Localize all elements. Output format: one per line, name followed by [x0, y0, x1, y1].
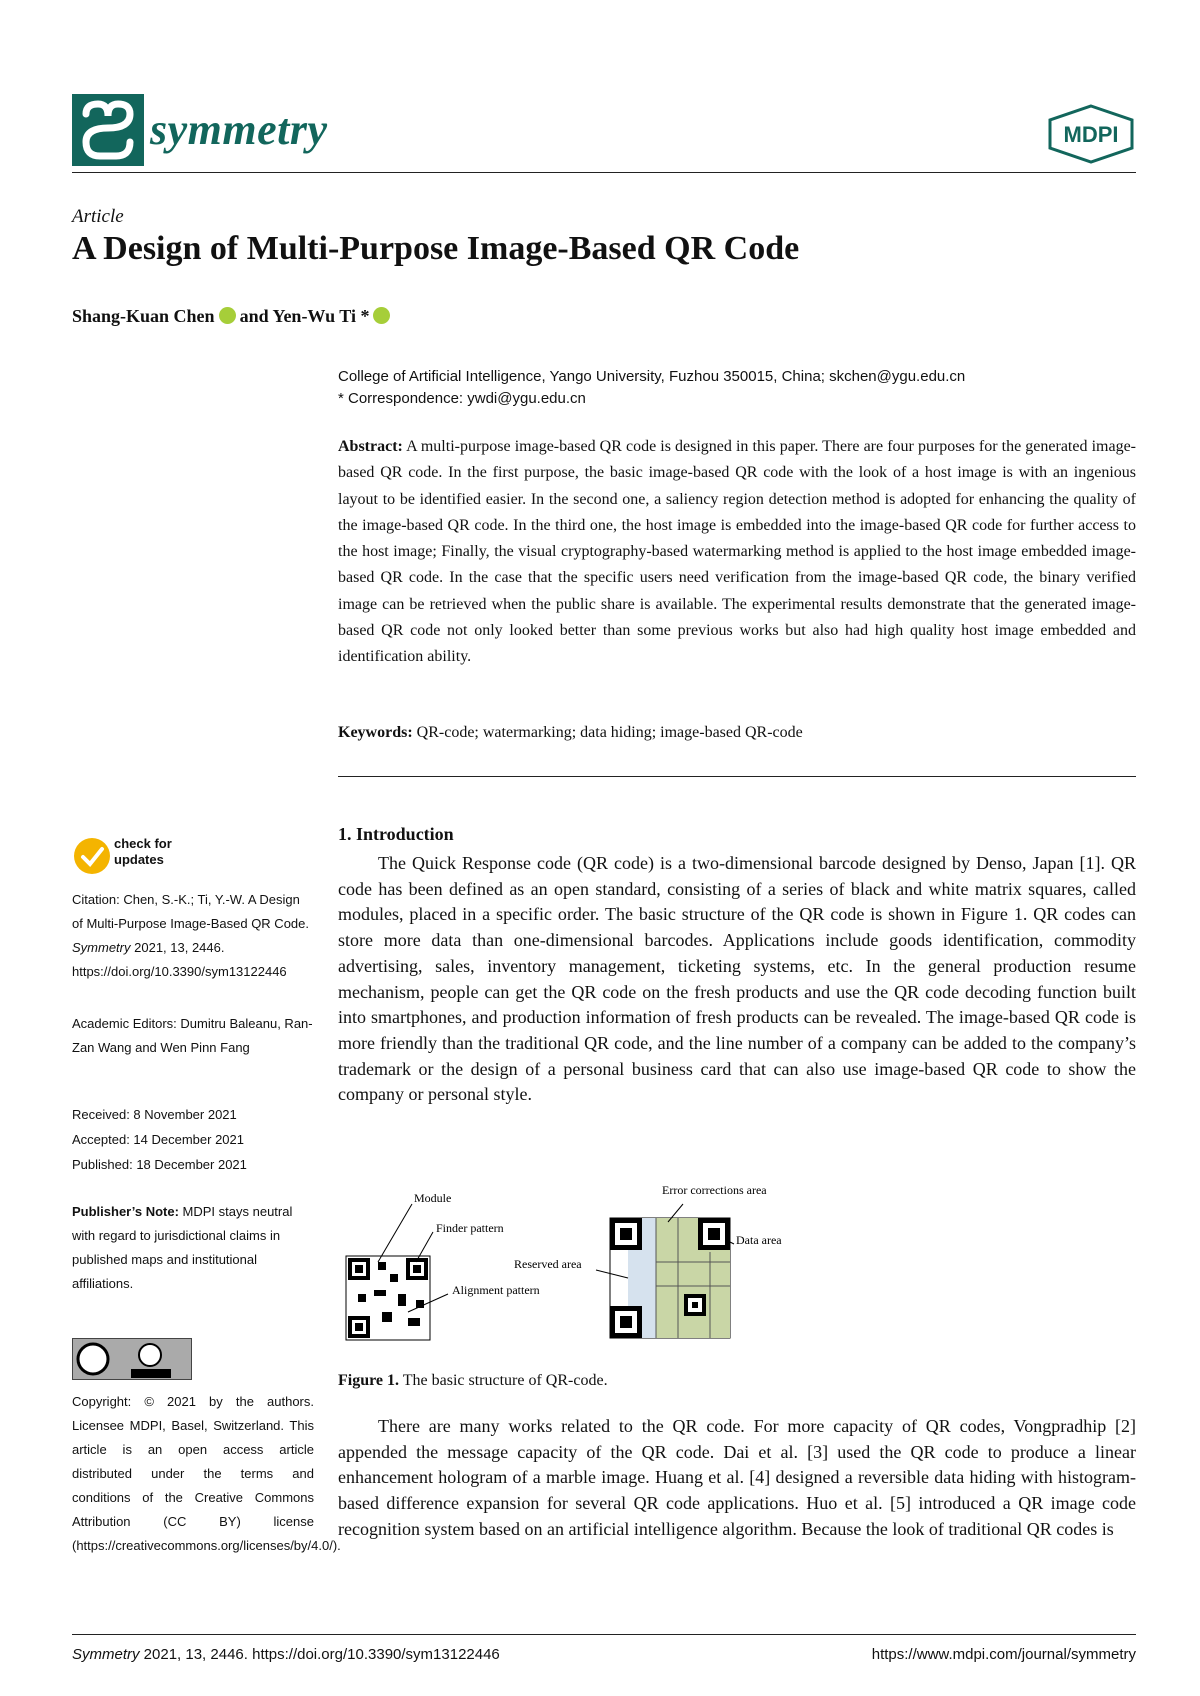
- orcid-icon[interactable]: [219, 307, 236, 324]
- mdpi-logo-icon: [1046, 104, 1136, 164]
- article-type: Article: [72, 206, 124, 227]
- figure-caption: [338, 1372, 608, 1390]
- citation: [72, 888, 314, 984]
- author-conjunction: and: [239, 306, 269, 326]
- journal-logo-icon: [72, 94, 144, 166]
- received-date: Received: 8 November 2021: [72, 1107, 237, 1122]
- check-for-updates-icon[interactable]: [72, 836, 112, 876]
- section-heading: 1. Introduction: [338, 824, 454, 844]
- footer-journal: Symmetry: [72, 1646, 140, 1663]
- intro-paragraph-1: The Quick Response code (QR code) is a two-dimensional barcode designed by Denso, Japan [1]. QR code has been defined as an open standard, consisting of a series of black and white matrix squares, called modules, placed in a specific order. The basic structure of the QR code is shown in Figure 1. QR codes can store more data than one-dimensional barcodes. Applications include goods identification, commodity advertising, sales, inventory management, ticketing systems, etc. In the general production resume mechanism, people can get the QR code on the fresh products and use the QR code decoding function built into smartphones, and production information of fresh products can be revealed. The image-based QR code is more friendly than the traditional QR code, and the line number of a company can be added to the company’s trademark or the design of a personal business card that can also use image-based QR code to show the company or personal style.: [338, 853, 1136, 1105]
- affiliation-line: College of Artificial Intelligence, Yango University, Fuzhou 350015, China; skchen@ygu.edu.cn: [338, 368, 966, 385]
- abstract: [338, 434, 1136, 671]
- qr-structure-figure: [338, 1182, 822, 1362]
- label-alignment-pattern: Alignment pattern: [452, 1283, 540, 1297]
- dates: [72, 1102, 314, 1177]
- citation-label: Citation:: [72, 892, 120, 907]
- copyright: Copyright: © 2021 by the authors. Licensee MDPI, Basel, Switzerland. This article is an open access article distributed under the terms and conditions of the Creative Commons Attribution (CC BY) license (https://creativecommons.org/licenses/by/4.0/).: [72, 1394, 341, 1553]
- intro-paragraph-2: There are many works related to the QR code. For more capacity of QR codes, Vongpradhip [2] appended the message capacity of the QR code. Dai et al. [3] used the QR code to produce a linear enhancement hologram of a marble image. Huang et al. [4] designed a reversible data hiding with histogram-based difference expansion for several QR code applications. Huo et al. [5] introduced a QR image code recognition system based on an artificial intelligence algorithm. Because the look of traditional QR codes is: [338, 1416, 1136, 1539]
- keywords-text: QR-code; watermarking; data hiding; image-based QR-code: [416, 724, 803, 741]
- author-2: Yen-Wu Ti *: [272, 306, 370, 326]
- note-label: Publisher’s Note:: [72, 1204, 179, 1219]
- citation-doi[interactable]: 2021, 13, 2446. https://doi.org/10.3390/sym13122446: [72, 940, 287, 979]
- figure-label: Figure 1.: [338, 1372, 400, 1389]
- publishers-note: [72, 1200, 314, 1296]
- cc-by-license-icon[interactable]: [72, 1338, 192, 1380]
- check-line-2: updates: [114, 852, 164, 867]
- orcid-icon[interactable]: [373, 307, 390, 324]
- footer-citation: [72, 1646, 500, 1663]
- citation-text: Chen, S.-K.; Ti, Y.-W. A Design of Multi-Purpose Image-Based QR Code.: [72, 892, 309, 931]
- keywords: [338, 724, 1136, 742]
- abstract-label: Abstract:: [338, 438, 403, 455]
- citation-journal: Symmetry: [72, 940, 131, 955]
- figure-caption-text: The basic structure of QR-code.: [402, 1372, 608, 1389]
- check-line-1: check for: [114, 836, 172, 851]
- note-text: MDPI stays neutral with regard to jurisdictional claims in published maps and institutional affiliations.: [72, 1204, 293, 1291]
- label-reserved-area: Reserved area: [514, 1257, 582, 1271]
- correspondence-line: * Correspondence: ywdi@ygu.edu.cn: [338, 390, 586, 407]
- authors: [72, 306, 394, 327]
- footer-rule: [72, 1634, 1136, 1635]
- label-error-correction: Error corrections area: [662, 1183, 767, 1197]
- published-date: Published: 18 December 2021: [72, 1157, 247, 1172]
- label-module: Module: [414, 1191, 452, 1205]
- label-finder-pattern: Finder pattern: [436, 1221, 504, 1235]
- header-rule: [72, 172, 1136, 173]
- affiliation: [338, 366, 965, 410]
- label-data-area: Data area: [736, 1233, 782, 1247]
- keywords-label: Keywords:: [338, 724, 413, 741]
- footer-doi[interactable]: 2021, 13, 2446. https://doi.org/10.3390/sym13122446: [143, 1646, 500, 1663]
- academic-editors: Academic Editors: Dumitru Baleanu, Ran-Zan Wang and Wen Pinn Fang: [72, 1016, 313, 1055]
- paper-title: A Design of Multi-Purpose Image-Based QR Code: [72, 230, 800, 267]
- journal-name: symmetry: [150, 105, 328, 154]
- divider: [338, 776, 1136, 777]
- author-1: Shang-Kuan Chen: [72, 306, 215, 326]
- check-for-updates-link[interactable]: [114, 836, 172, 868]
- footer-url[interactable]: https://www.mdpi.com/journal/symmetry: [871, 1646, 1136, 1663]
- abstract-text: A multi-purpose image-based QR code is designed in this paper. There are four purposes for the generated image-based QR code. In the first purpose, the basic image-based QR code with the look of a host image is with an ingenious layout to be identified easier. In the second one, a saliency region detection method is adopted for enhancing the quality of the image-based QR code. In the third one, the host image is embedded into the image-based QR code for further access to the host image; Finally, the visual cryptography-based watermarking method is applied to the host image embedded image-based QR code. In the case that the specific users need verification from the image-based QR code, the binary verified image can be retrieved when the public share is available. The experimental results demonstrate that the generated image-based QR code not only looked better than some previous works but also had high quality host image embedded and identification ability.: [338, 438, 1136, 666]
- mdpi-logo-text: MDPI: [1063, 122, 1119, 147]
- accepted-date: Accepted: 14 December 2021: [72, 1132, 244, 1147]
